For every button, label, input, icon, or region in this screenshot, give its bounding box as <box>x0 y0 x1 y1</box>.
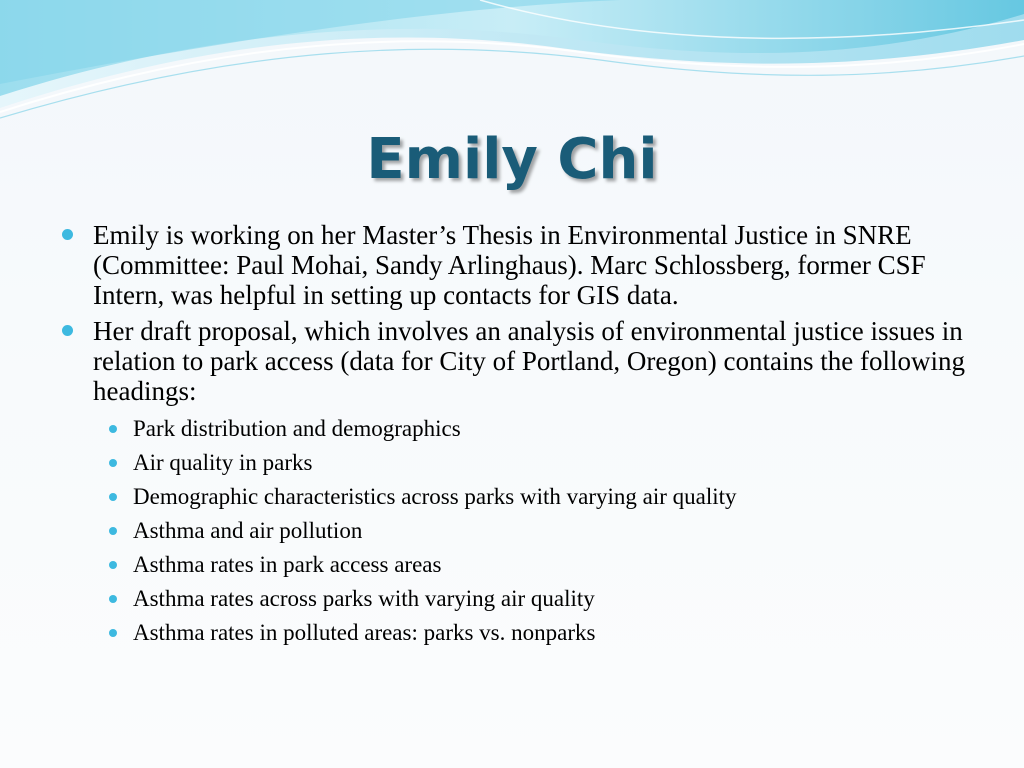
sub-bullet-text: Park distribution and demographics <box>133 416 461 441</box>
sub-bullet-text: Asthma rates in park access areas <box>133 552 442 577</box>
sub-bullet-text: Asthma rates across parks with varying air quality <box>133 586 595 611</box>
bullet-dot-icon <box>109 527 117 535</box>
bullet-dot-icon <box>109 595 117 603</box>
sub-bullet-item <box>62 616 972 650</box>
sub-bullet-text: Demographic characteristics across parks with varying air quality <box>133 484 737 509</box>
bullet-dot-icon <box>62 229 73 240</box>
bullet-item <box>62 316 972 406</box>
sub-bullet-item <box>62 514 972 548</box>
sub-bullet-text: Air quality in parks <box>133 450 313 475</box>
sub-bullet-item <box>62 480 972 514</box>
bullet-dot-icon <box>109 561 117 569</box>
bullet-dot-icon <box>109 629 117 637</box>
bullet-text: Emily is working on her Master’s Thesis in Environmental Justice in SNRE (Committee: Paul Mohai, Sandy Arlinghaus). Marc Schlossberg, former CSF Intern, was helpful in setting up contacts for GIS data. <box>93 220 926 310</box>
sub-bullet-item <box>62 412 972 446</box>
sub-bullet-item <box>62 582 972 616</box>
slide-body <box>62 220 972 650</box>
bullet-text: Her draft proposal, which involves an analysis of environmental justice issues in relation to park access (data for City of Portland, Oregon) contains the following headings: <box>93 316 966 406</box>
sub-bullet-list <box>62 412 972 650</box>
bullet-dot-icon <box>109 493 117 501</box>
sub-bullet-text: Asthma and air pollution <box>133 518 363 543</box>
sub-bullet-item <box>62 446 972 480</box>
sub-bullet-item <box>62 548 972 582</box>
wave-header-decoration <box>0 0 1024 130</box>
bullet-dot-icon <box>62 325 73 336</box>
bullet-dot-icon <box>109 425 117 433</box>
slide-title: Emily Chi <box>366 127 658 192</box>
bullet-dot-icon <box>109 459 117 467</box>
sub-bullet-text: Asthma rates in polluted areas: parks vs. nonparks <box>133 620 596 645</box>
bullet-item <box>62 220 972 310</box>
